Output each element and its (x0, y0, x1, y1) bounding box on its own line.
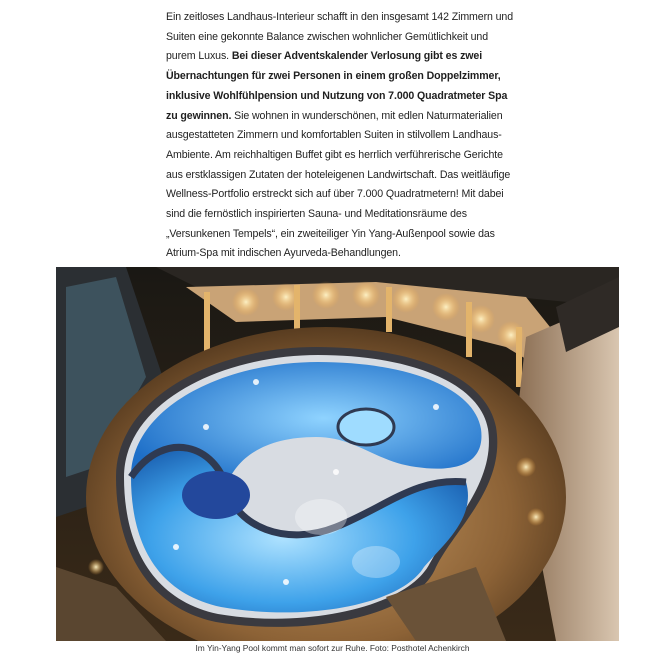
photo-caption: Im Yin-Yang Pool kommt man sofort zur Ruhe. Foto: Posthotel Achenkirch (195, 643, 470, 653)
yin-yang-pool-photo (56, 267, 619, 641)
paragraph-text-intro: Ein zeitloses Landhaus-Interieur schafft in den insgesamt 142 Zimmern und Suiten eine gekonnte Balance zwischen wohnlicher Gemütlichkeit und purem Luxus. (166, 11, 514, 63)
article-paragraph (166, 8, 516, 264)
paragraph-text-bold-giveaway: Bei dieser Adventskalender Verlosung gibt es zwei Übernachtungen für zwei Personen in einem großen Doppelzimmer, inklusive Wohlfühlpension und Nutzung von 7.000 Quadratmeter Spa zu gewinnen. (166, 50, 508, 122)
paragraph-text-details: Sie wohnen in wunderschönen, mit edlen Naturmaterialien ausgestatteten Zimmern und komfortablen Suiten in stilvollem Landhaus-Ambiente. Am reichhaltigen Buffet gibt es herrlich verführerische Gerichte aus erstklassigen Zutaten der hoteleigenen Landwirtschaft. Das weitläufige Wellness-Portfolio erstreckt sich auf über 7.000 Quadratmetern! Mit dabei sind die fernöstlich inspirierten Sauna- und Meditationsräume des „Versunkenen Tempels“, ein zweiteiliger Yin Yang-Außenpool sowie das Atrium-Spa mit indischen Ayurveda-Behandlungen. (166, 109, 511, 260)
